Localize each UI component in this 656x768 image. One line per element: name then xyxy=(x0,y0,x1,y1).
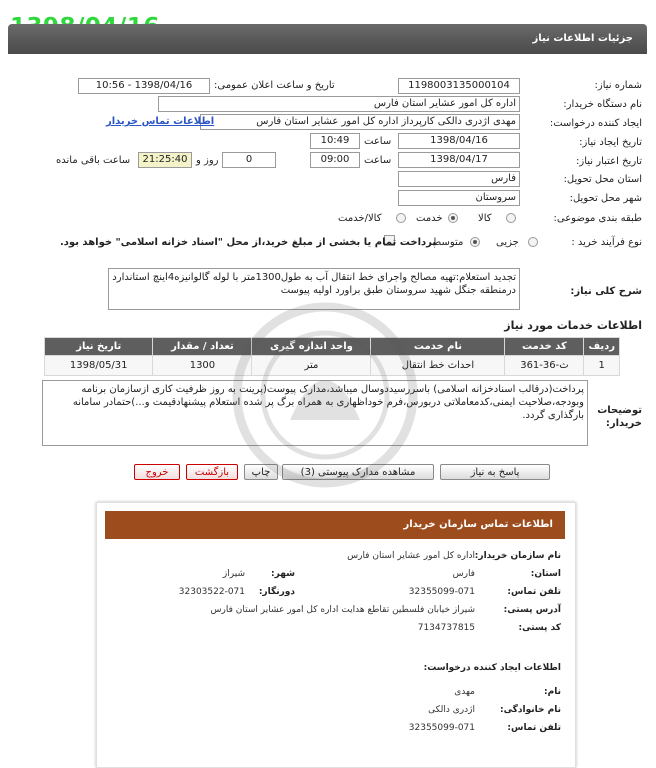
category-service-label: خدمت xyxy=(416,213,443,224)
attachments-button[interactable]: مشاهده مدارک پیوستی (3) xyxy=(282,464,434,480)
services-header-row xyxy=(45,338,620,356)
category-goods-radio[interactable] xyxy=(506,213,516,223)
contact-postal-label: کد پستی: xyxy=(518,623,561,633)
contact-phone-value: 32355099-071 xyxy=(408,587,475,597)
creator-label: ایجاد کننده درخواست: xyxy=(549,118,642,129)
contact-phone-label: تلفن تماس: xyxy=(507,587,561,597)
create-time-label: ساعت xyxy=(364,136,392,147)
col-code: کد خدمت xyxy=(505,338,584,356)
services-table xyxy=(44,337,620,376)
contact-fax-label: دورنگار: xyxy=(258,587,295,597)
deadline-time-field[interactable]: 09:00 xyxy=(310,152,360,168)
category-label: طبقه بندی موضوعی: xyxy=(553,213,642,224)
creator-name-value: مهدی xyxy=(454,687,475,697)
city-label: شهر محل تحویل: xyxy=(569,193,642,204)
page-header xyxy=(8,24,647,54)
create-date-field[interactable]: 1398/04/16 xyxy=(398,133,520,149)
process-medium-label: متوسط xyxy=(432,237,464,248)
category-both-label: کالا/خدمت xyxy=(338,213,382,224)
notes-label: توضیحات خریدار: xyxy=(597,405,642,429)
cell-date: 1398/05/31 xyxy=(45,356,153,376)
contact-postal-value: 7134737815 xyxy=(417,623,475,633)
category-both-radio[interactable] xyxy=(396,213,406,223)
description-label: شرح کلی نیاز: xyxy=(570,286,642,297)
col-date: تاریخ نیاز xyxy=(45,338,153,356)
contact-province-value: فارس xyxy=(452,569,475,579)
table-row xyxy=(45,356,620,376)
buyer-org-label: نام دستگاه خریدار: xyxy=(563,99,642,110)
creator-family-value: اژدری دالکی xyxy=(428,705,475,715)
cell-code: ث-36-361 xyxy=(505,356,584,376)
creator-info-title: اطلاعات ایجاد کننده درخواست: xyxy=(423,663,561,673)
cell-row: 1 xyxy=(584,356,620,376)
creator-phone-label: تلفن تماس: xyxy=(507,723,561,733)
deadline-date-field[interactable]: 1398/04/17 xyxy=(398,152,520,168)
deadline-label: تاریخ اعتبار نیاز: xyxy=(576,156,642,167)
city-field[interactable]: سروستان xyxy=(398,190,520,206)
create-date-label: تاریخ ایجاد نیاز: xyxy=(579,137,642,148)
need-number-label: شماره نیاز: xyxy=(594,80,642,91)
col-name: نام خدمت xyxy=(371,338,505,356)
buyer-contact-link[interactable]: اطلاعات تماس خریدار xyxy=(106,116,215,127)
contact-address-value: شیراز خیابان فلسطین تقاطع هدایت اداره کل امور عشایر استان فارس xyxy=(210,605,475,615)
process-minor-label: جزیی xyxy=(496,237,519,248)
description-field[interactable]: تجدید استعلام:تهیه مصالح واجرای خط انتقال آب به طول1300متر با لوله گالوانیزه4اینچ استاندارد درمنطقه جنگل شهید سروستان طبق براورد اولیه پیوست xyxy=(108,268,520,310)
print-button[interactable]: چاپ xyxy=(244,464,278,480)
cell-qty: 1300 xyxy=(153,356,252,376)
exit-button[interactable]: خروج xyxy=(134,464,180,480)
announce-field[interactable]: 1398/04/16 - 10:56 xyxy=(78,78,210,94)
reply-button[interactable]: پاسخ به نیاز xyxy=(440,464,550,480)
process-minor-radio[interactable] xyxy=(528,237,538,247)
contact-address-label: آدرس پستی: xyxy=(503,605,561,615)
days-label: روز و xyxy=(196,155,219,166)
province-field[interactable]: فارس xyxy=(398,171,520,187)
col-row: ردیف xyxy=(584,338,620,356)
creator-name-label: نام: xyxy=(544,687,561,697)
contact-org-value: اداره کل امور عشایر استان فارس xyxy=(347,551,475,561)
create-time-field[interactable]: 10:49 xyxy=(310,133,360,149)
creator-field[interactable]: مهدی اژدری دالکی کارپرداز اداره کل امور عشایر استان فارس xyxy=(200,114,520,130)
category-service-radio[interactable] xyxy=(448,213,458,223)
province-label: استان محل تحویل: xyxy=(563,174,642,185)
services-title: اطلاعات خدمات مورد نیاز xyxy=(504,319,642,332)
deadline-time-label: ساعت xyxy=(364,155,392,166)
buyer-org-field[interactable]: اداره کل امور عشایر استان فارس xyxy=(158,96,520,112)
creator-family-label: نام خانوادگی: xyxy=(499,705,561,715)
contact-fax-value: 32303522-071 xyxy=(178,587,245,597)
announce-label: تاریخ و ساعت اعلان عمومی: xyxy=(214,80,335,91)
remaining-label: ساعت باقی مانده xyxy=(56,155,131,166)
process-label: نوع فرآیند خرید : xyxy=(571,237,642,248)
cell-name: احداث خط انتقال xyxy=(371,356,505,376)
days-field[interactable]: 0 xyxy=(222,152,276,168)
contact-city-label: شهر: xyxy=(271,569,295,579)
category-goods-label: کالا xyxy=(478,213,492,224)
cell-unit: متر xyxy=(252,356,371,376)
col-unit: واحد اندازه گیری xyxy=(252,338,371,356)
contact-city-value: شیراز xyxy=(222,569,245,579)
buyer-contact-panel xyxy=(96,502,576,768)
contact-org-label: نام سازمان خریدار: xyxy=(474,551,561,561)
contact-panel-header xyxy=(105,511,565,539)
creator-phone-value: 32355099-071 xyxy=(408,723,475,733)
contact-panel-title: اطلاعات تماس سازمان خریدار xyxy=(403,519,553,530)
process-medium-radio[interactable] xyxy=(470,237,480,247)
remaining-time-field: 21:25:40 xyxy=(138,152,192,168)
col-qty: تعداد / مقدار xyxy=(153,338,252,356)
back-button[interactable]: بازگشت xyxy=(186,464,238,480)
payment-note: پرداخت تمام یا بخشی از مبلغ خرید،از محل "اسناد خزانه اسلامی" خواهد بود. xyxy=(60,237,437,248)
contact-province-label: استان: xyxy=(530,569,561,579)
page-title: جزئیات اطلاعات نیاز xyxy=(532,33,633,44)
need-number-field[interactable]: 1198003135000104 xyxy=(398,78,520,94)
notes-field[interactable]: پرداخت(درقالب اسنادخزانه اسلامی) باسررسیددوسال میباشد،مدارک پیوست(پرینت به روز ظرفیت کاری ازسازمان برنامه وبودجه،صلاحیت ایمنی،کدمعاملاتی دربورس،فرم خوداظهاری به همراه برگ پر شده استعلام پیشنهادقیمت و...)حتمادر سامانه بارگذاری گردد. xyxy=(42,380,588,446)
